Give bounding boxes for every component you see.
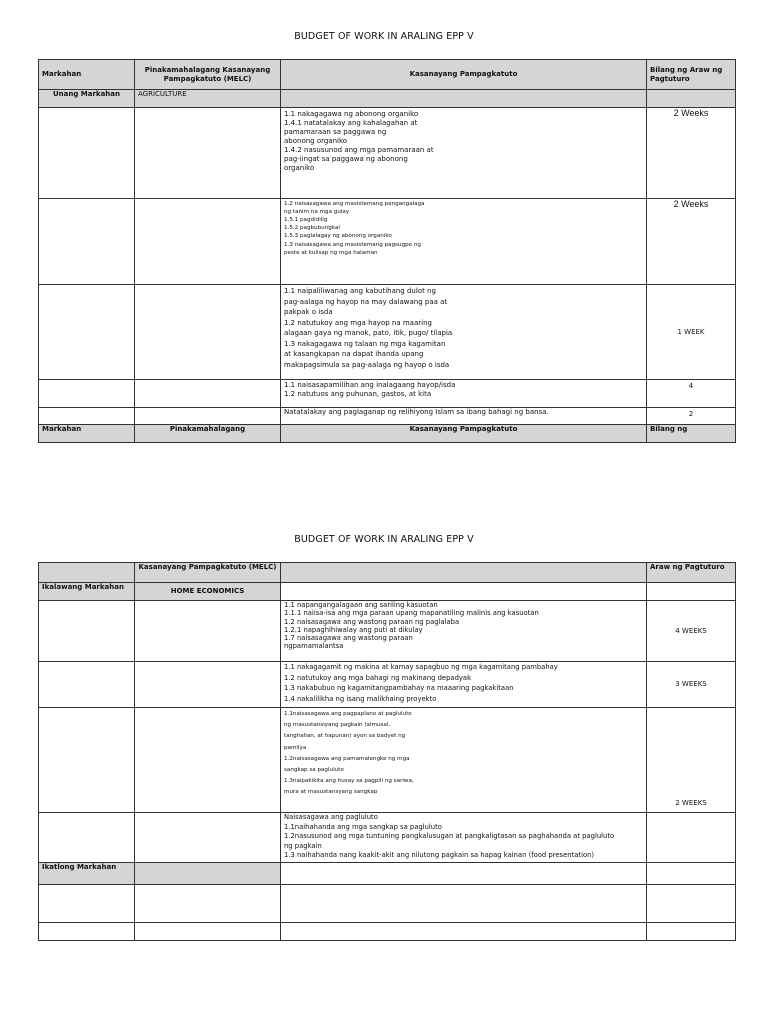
table-row (39, 285, 736, 380)
subject-label: HOME ECONOMICS (135, 583, 281, 601)
skills-cell: 1.1 nakagagamit ng makina at kamay sapagbuo ng mga kagamitang pambahay 1.2 natutukoy ang mga bahagi ng makinang depadyak 1.3 nakabubuo ng kagamitangpambahay na maaaring pagkakitaan 1.4 nakalilikha ng isang malikhaing proyekto (281, 662, 647, 708)
empty-cell (281, 563, 647, 583)
quarter-row (39, 863, 736, 885)
days-cell: 3 WEEKS (647, 662, 736, 708)
skills-cell: 1.1 naipaliliwanag ang kabutihang dulot ng pag-aalaga ng hayop na may dalawang paa at pakpak o isda 1.2 natutukoy ang mga hayop na maaring alagaan gaya ng manok, pato, itik, pugo/ tilapia 1.3 nakagagawa ng talaan ng mga kagamitan at kasangkapan na dapat ihanda upang makapagsimula sa pag-aalaga ng hayop o isda (281, 285, 647, 380)
days-cell: 2 Weeks (647, 108, 736, 199)
header-melc: Pinakamahalagang Kasanayang Pampagkatuto (MELC) (135, 60, 281, 90)
empty-cell (281, 583, 647, 601)
page2-budget-table (38, 562, 736, 941)
table-row (39, 885, 736, 923)
empty-cell (39, 563, 135, 583)
table-row (39, 601, 736, 662)
page1-title: BUDGET OF WORK IN ARALING EPP V (294, 31, 474, 42)
quarter-label: Ikalawang Markahan (39, 583, 135, 601)
table-footer-row (39, 425, 736, 443)
table-row (39, 108, 736, 199)
footer-kasanayan: Kasanayang Pampagkatuto (281, 425, 647, 443)
table-row (39, 408, 736, 425)
table-header-row (39, 60, 736, 90)
table-row (39, 662, 736, 708)
header-bilang: Bilang ng Araw ng Pagtuturo (647, 60, 736, 90)
header-araw: Araw ng Pagtuturo (647, 563, 736, 583)
skills-cell: 1.1naisasagawa ang pagpaplano at pagluluto ng masustansiyang pagkain (almusal, tanghalian, at hapunan) ayon sa badyet ng pamilya 1.2naisasagawa ang pamamalengke ng mga sangkap sa pagluluto 1.3naipakikita ang husay sa pagpili ng sariwa, mura at masustansyang sangkap (281, 708, 647, 813)
days-cell: 4 WEEKS (647, 601, 736, 662)
skills-cell: Natatalakay ang paglaganap ng relihiyong Islam sa ibang bahagi ng bansa. (281, 408, 647, 425)
header-kasanayan: Kasanayang Pampagkatuto (281, 60, 647, 90)
empty-cell (647, 863, 736, 885)
footer-markahan: Markahan (39, 425, 135, 443)
header-markahan: Markahan (39, 60, 135, 90)
skills-cell: 1.1 napangangalagaan ang sariling kasuotan 1.1.1 naiisa-isa ang mga paraan upang mapanatiling malinis ang kasuotan 1.2 naisasagawa ang wastong paraan ng paglalaba 1.2.1 napaghihiwalay ang puti at dikulay 1.7 naisasagawa ang wastong paraan ngpamamalantsa (281, 601, 647, 662)
page2-title: BUDGET OF WORK IN ARALING EPP V (294, 534, 474, 545)
page1-budget-table (38, 59, 736, 443)
quarter-label: Unang Markahan (39, 90, 135, 108)
days-cell: 2 WEEKS (647, 708, 736, 813)
quarter-label: Ikatlong Markahan (39, 863, 135, 885)
table-row (39, 199, 736, 285)
table-row (39, 380, 736, 408)
empty-cell (281, 863, 647, 885)
table-row (39, 813, 736, 863)
empty-cell (281, 90, 647, 108)
empty-cell (647, 90, 736, 108)
table-row (39, 708, 736, 813)
table-header-row (39, 563, 736, 583)
days-cell (647, 813, 736, 863)
subject-label: AGRICULTURE (135, 90, 281, 108)
skills-cell: 1.1 nakagagawa ng abonong organiko 1.4.1 natatalakay ang kahalagahan at pamamaraan sa paggawa ng abonong organiko 1.4.2 nasusunod ang mga pamamaraan at pag-iingat sa paggawa ng abonong organiko (281, 108, 647, 199)
skills-cell: Naisasagawa ang pagluluto 1.1naihahanda ang mga sangkap sa pagluluto 1.2nasusunod ang mga tuntuning pangkalusugan at pangkaligtasan sa paghahanda at pagluluto ng pagkain 1.3 naihahanda nang kaakit-akit ang nilutong pagkain sa hapag kainan (food presentation) (281, 813, 647, 863)
empty-cell (647, 583, 736, 601)
quarter-row (39, 90, 736, 108)
quarter-row (39, 583, 736, 601)
days-cell: 1 WEEK (647, 285, 736, 380)
skills-cell: 1.1 naisasapamilihan ang inalagaang hayop/isda 1.2 natutuos ang puhunan, gastos, at kita (281, 380, 647, 408)
days-cell: 2 (647, 408, 736, 425)
table-row (39, 923, 736, 941)
days-cell: 2 Weeks (647, 199, 736, 285)
header-melc: Kasanayang Pampagkatuto (MELC) (135, 563, 281, 583)
empty-cell (135, 863, 281, 885)
days-cell: 4 (647, 380, 736, 408)
footer-bilang: Bilang ng (647, 425, 736, 443)
footer-melc: Pinakamahalagang (135, 425, 281, 443)
skills-cell: 1.2 naisasagawa ang masistemang pangangalaga ng tanim na mga gulay 1.5.1 pagdidilig 1.5.2 pagbubungkal 1.5.3 paglalagay ng abonong organiko 1.3 naisasagawa ang masistemang pagsugpo ng peste at kulisap ng mga halaman (281, 199, 647, 285)
